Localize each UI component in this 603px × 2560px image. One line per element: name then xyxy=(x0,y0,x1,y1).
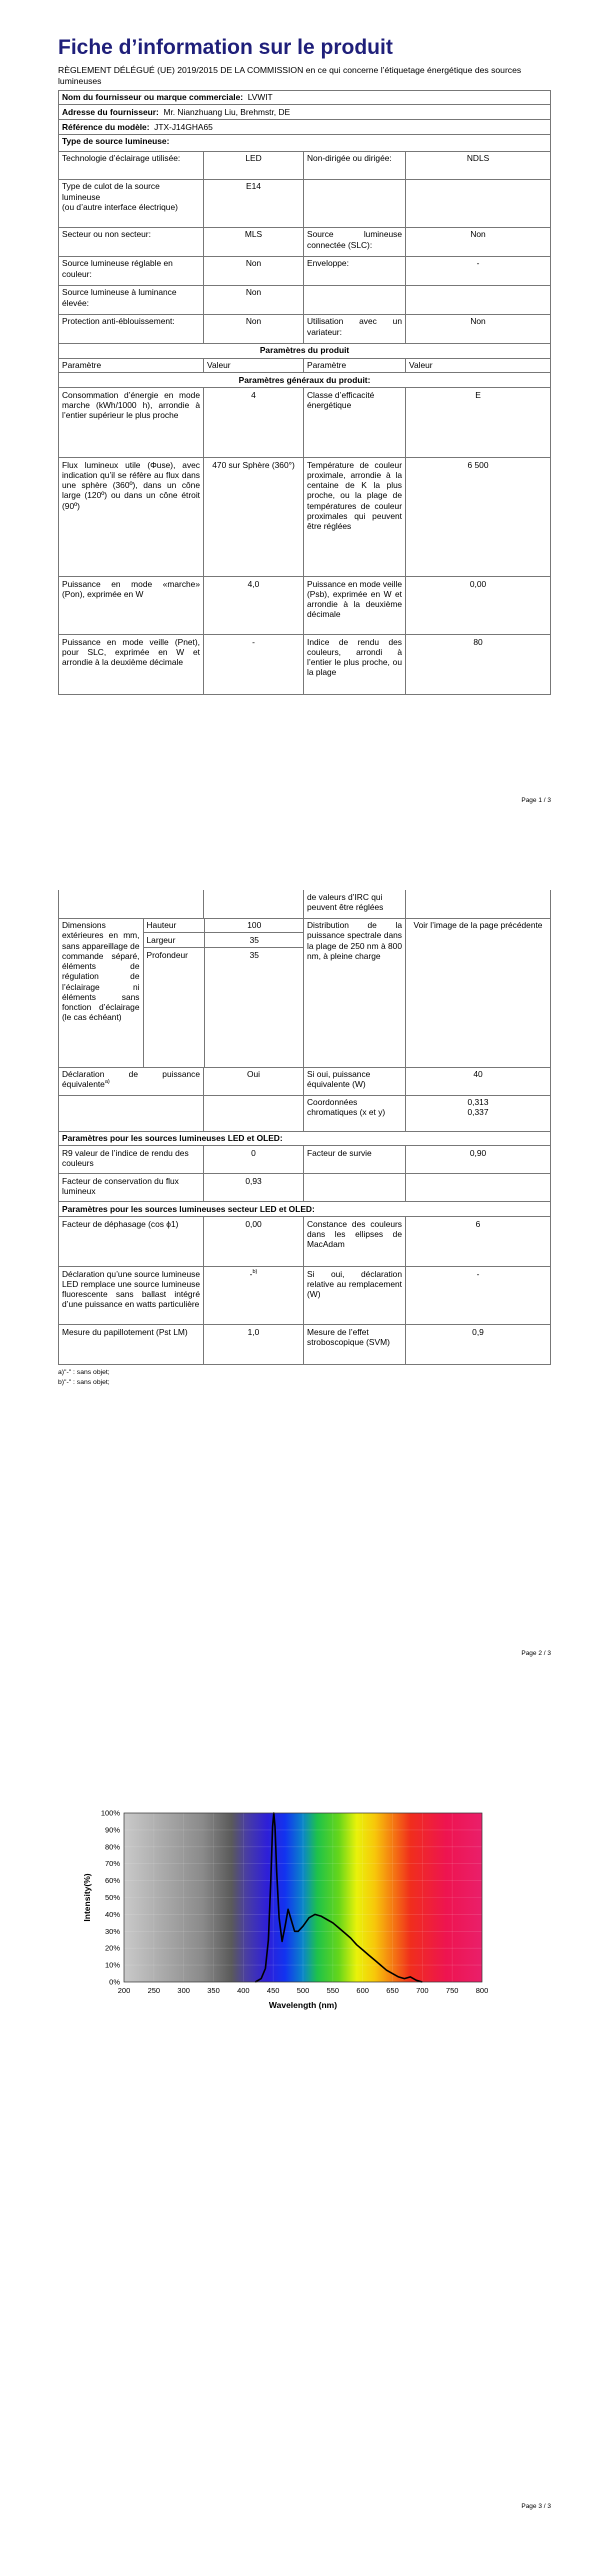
supplier-label: Nom du fournisseur ou marque commerciale: xyxy=(62,92,244,103)
mains-header: Paramètres pour les sources lumineuses secteur LED et OLED: xyxy=(59,1202,551,1217)
x-tick-label: 200 xyxy=(117,1986,131,1995)
page-number: Page 3 / 3 xyxy=(521,2503,551,2510)
mains-label: Déclaration qu’une source lumineuse LED remplace une source lumineuse fluorescente sans ballast intégré d’une puissance en watts particulière xyxy=(59,1267,204,1325)
y-tick-label: 70% xyxy=(104,1859,120,1869)
param-label-2: Température de couleur proximale, arrondie à la centaine de K la plus proche, ou la plage de températures de couleur proximales qui peuvent être réglées xyxy=(304,458,406,577)
param-label-2: Puissance en mode veille (Psb), exprimée en W et arrondie à la deuxième décimale xyxy=(304,577,406,635)
footnote-b-ref: b) xyxy=(252,1268,258,1275)
source-value-2: - xyxy=(406,256,551,285)
model-row xyxy=(59,120,551,135)
column-header-row xyxy=(59,358,551,373)
led-label-2 xyxy=(304,1174,406,1202)
general-row xyxy=(59,388,551,458)
source-value-2 xyxy=(406,285,551,314)
height-label: Hauteur xyxy=(143,919,204,933)
source-label-2 xyxy=(304,285,406,314)
x-tick-label: 700 xyxy=(416,1986,429,1995)
param-label-2: Indice de rendu des couleurs, arrondi à l’entier le plus proche, ou la plage xyxy=(304,635,406,695)
page-number: Page 2 / 3 xyxy=(521,1650,551,1657)
x-tick-label: 550 xyxy=(326,1986,340,1995)
equiv-row xyxy=(59,1067,551,1095)
mains-label: Mesure du papillotement (Pst LM) xyxy=(59,1325,204,1365)
col-header-param: Paramètre xyxy=(59,358,204,373)
param-value: 4,0 xyxy=(204,577,304,635)
mains-label-2: Si oui, déclaration relative au remplacement (W) xyxy=(304,1267,406,1325)
source-value: LED xyxy=(204,151,304,179)
param-value-2: 6 500 xyxy=(406,458,551,577)
address-row xyxy=(59,105,551,120)
footnotes xyxy=(58,1368,550,1388)
source-label: Source lumineuse réglable en couleur: xyxy=(59,256,204,285)
mains-value-2: 6 xyxy=(406,1217,551,1267)
source-label: Secteur ou non secteur: xyxy=(59,227,204,256)
led-value-2: 0,90 xyxy=(406,1146,551,1174)
plot-area xyxy=(82,1809,488,2011)
y-axis-title: Intensity(%) xyxy=(82,1873,92,1922)
page-1 xyxy=(0,0,603,853)
general-header-row xyxy=(59,373,551,388)
led-header: Paramètres pour les sources lumineuses LED et OLED: xyxy=(59,1131,551,1146)
led-value: 0,93 xyxy=(204,1174,304,1202)
spd-value: Voir l’image de la page précédente xyxy=(406,918,551,1067)
x-tick-label: 800 xyxy=(475,1986,489,1995)
param-value-2: 0,00 xyxy=(406,577,551,635)
product-info-table-2 xyxy=(58,890,551,1365)
param-label: Puissance en mode veille (Pnet), pour SLC, exprimée en W et arrondie à la deuxième décimale xyxy=(59,635,204,695)
source-row xyxy=(59,285,551,314)
mains-value: 0,00 xyxy=(204,1217,304,1267)
source-value: E14 xyxy=(204,179,304,227)
equiv-label-2: Si oui, puissance équivalente (W) xyxy=(304,1067,406,1095)
col-header-value-2: Valeur xyxy=(406,358,551,373)
address-label: Adresse du fournisseur: xyxy=(62,106,159,117)
source-value: Non xyxy=(204,285,304,314)
source-type-header-row xyxy=(59,134,551,151)
col-header-value: Valeur xyxy=(204,358,304,373)
source-label: Technologie d’éclairage utilisée: xyxy=(59,151,204,179)
regulation-subtitle: RÈGLEMENT DÉLÉGUÉ (UE) 2019/2015 DE LA COMMISSION en ce qui concerne l’étiquetage énergétique des sources lumineuses xyxy=(58,65,522,86)
y-tick-label: 0% xyxy=(109,1977,120,1987)
spd-label: Distribution de la puissance spectrale dans la plage de 250 nm à 800 nm, à pleine charge xyxy=(304,918,406,1067)
y-tick-label: 50% xyxy=(104,1893,120,1902)
mains-value: 1,0 xyxy=(204,1325,304,1365)
mains-label-2: Mesure de l’effet stroboscopique (SVM) xyxy=(304,1325,406,1365)
mains-value-2: - xyxy=(406,1267,551,1325)
source-label-2: Utilisation avec un variateur: xyxy=(304,314,406,343)
document-title: Fiche d’information sur le produit xyxy=(58,36,393,59)
model-value: JTX-J14GHA65 xyxy=(154,121,213,132)
source-label-2 xyxy=(304,179,406,227)
param-label-2: Classe d’efficacité énergétique xyxy=(304,388,406,458)
address-value: Mr. Nianzhuang Liu, Brehmstr, DE xyxy=(163,106,291,117)
general-header: Paramètres généraux du produit: xyxy=(59,373,551,388)
equiv-label: Déclaration de puissance équivalente xyxy=(62,1069,200,1090)
page-3 xyxy=(0,1706,603,2559)
params-header-row xyxy=(59,343,551,358)
col-header-param-2: Paramètre xyxy=(304,358,406,373)
param-value-2: 80 xyxy=(406,635,551,695)
x-tick-label: 450 xyxy=(266,1986,280,1995)
x-tick-label: 350 xyxy=(207,1986,220,1995)
x-tick-label: 750 xyxy=(445,1986,459,1995)
param-value: 470 sur Sphère (360°) xyxy=(204,458,304,577)
y-tick-label: 80% xyxy=(104,1842,120,1852)
source-row xyxy=(59,179,551,227)
param-label: Puissance en mode «marche» (Pon), exprimée en W xyxy=(59,577,204,635)
mains-row xyxy=(59,1217,551,1267)
x-tick-label: 500 xyxy=(296,1986,310,1995)
page-1-content xyxy=(58,36,550,695)
source-label: Type de culot de la source lumineuse (ou d’autre interface électrique) xyxy=(59,179,204,227)
source-value-2: NDLS xyxy=(406,151,551,179)
x-tick-label: 650 xyxy=(386,1986,399,1995)
y-tick-label: 20% xyxy=(104,1943,120,1953)
page-2-content xyxy=(58,890,550,1388)
depth-label: Profondeur xyxy=(143,948,204,1067)
source-row xyxy=(59,256,551,285)
param-label: Consommation d’énergie en mode marche (kWh/1000 h), arrondie à l’entier supérieur le plus proche xyxy=(59,388,204,458)
page-number: Page 1 / 3 xyxy=(521,797,551,804)
height-value: 100 xyxy=(204,919,304,933)
param-value-2: E xyxy=(406,388,551,458)
mains-row xyxy=(59,1325,551,1365)
spectrum-chart-svg xyxy=(40,1791,560,2031)
page-2 xyxy=(0,853,603,1706)
y-tick-label: 100% xyxy=(100,1808,120,1818)
dimensions-label: Dimensions extérieures en mm, sans appareillage de commande séparé, éléments de régulation de l’éclairage ni éléments sans fonction d’éclairage (le cas échéant) xyxy=(59,919,143,1067)
source-value-2 xyxy=(406,179,551,227)
source-type-header: Type de source lumineuse: xyxy=(59,134,551,151)
supplier-row xyxy=(59,90,551,105)
x-tick-label: 600 xyxy=(356,1986,369,1995)
footnote-a-ref: a) xyxy=(104,1079,110,1086)
led-label: Facteur de conservation du flux lumineux xyxy=(59,1174,204,1202)
chroma-label: Coordonnées chromatiques (x et y) xyxy=(304,1095,406,1131)
source-label-2: Enveloppe: xyxy=(304,256,406,285)
product-info-table-1 xyxy=(58,90,551,696)
y-tick-label: 10% xyxy=(104,1960,120,1970)
y-tick-label: 40% xyxy=(104,1909,120,1919)
irc-continued: de valeurs d’IRC qui peuvent être réglées xyxy=(304,890,406,918)
mains-value-2: 0,9 xyxy=(406,1325,551,1365)
source-value: Non xyxy=(204,256,304,285)
param-value: - xyxy=(204,635,304,695)
y-tick-label: 30% xyxy=(104,1926,120,1936)
led-row xyxy=(59,1146,551,1174)
width-value: 35 xyxy=(204,933,304,948)
source-label-2: Source lumineuse connectée (SLC): xyxy=(304,227,406,256)
mains-label: Facteur de déphasage (cos ϕ1) xyxy=(59,1217,204,1267)
led-header-row xyxy=(59,1131,551,1146)
mains-row xyxy=(59,1267,551,1325)
supplier-value: LVWIT xyxy=(247,92,273,103)
param-value: 4 xyxy=(204,388,304,458)
led-value: 0 xyxy=(204,1146,304,1174)
source-value: Non xyxy=(204,314,304,343)
general-row xyxy=(59,458,551,577)
source-value: MLS xyxy=(204,227,304,256)
spectrum-chart xyxy=(40,1791,560,2033)
y-tick-label: 90% xyxy=(104,1825,120,1835)
y-tick-label: 60% xyxy=(104,1876,120,1886)
source-value-2: Non xyxy=(406,227,551,256)
chroma-row xyxy=(59,1095,551,1131)
x-tick-label: 300 xyxy=(177,1986,190,1995)
param-label: Flux lumineux utile (Φuse), avec indication qu’il se réfère au flux dans une sphère (360º), dans un cône large (120º) ou dans un cône étroit (90º) xyxy=(59,458,204,577)
source-label: Protection anti-éblouissement: xyxy=(59,314,204,343)
chroma-x: 0,313 xyxy=(467,1097,489,1107)
source-row xyxy=(59,151,551,179)
x-tick-label: 400 xyxy=(237,1986,250,1995)
width-label: Largeur xyxy=(143,933,204,948)
equiv-value-2: 40 xyxy=(406,1067,551,1095)
model-label: Référence du modèle: xyxy=(62,121,150,132)
general-row xyxy=(59,577,551,635)
led-row xyxy=(59,1174,551,1202)
x-axis-title: Wavelength (nm) xyxy=(268,2000,338,2010)
dimensions-row xyxy=(59,918,551,1067)
equiv-value: Oui xyxy=(204,1067,304,1095)
irc-continued-row xyxy=(59,890,551,918)
footnote-a: a)"-" : sans objet; xyxy=(58,1369,110,1376)
general-row xyxy=(59,635,551,695)
source-label-2: Non-dirigée ou dirigée: xyxy=(304,151,406,179)
footnote-b: b)"-" : sans objet; xyxy=(58,1379,110,1387)
led-value-2 xyxy=(406,1174,551,1202)
dimensions-subtable xyxy=(59,919,304,1067)
source-row xyxy=(59,227,551,256)
mains-header-row xyxy=(59,1202,551,1217)
source-value-2: Non xyxy=(406,314,551,343)
depth-value: 35 xyxy=(204,948,304,1067)
led-label: R9 valeur de l’indice de rendu des couleurs xyxy=(59,1146,204,1174)
params-header: Paramètres du produit xyxy=(59,343,551,358)
mains-label-2: Constance des couleurs dans les ellipses de MacAdam xyxy=(304,1217,406,1267)
led-label-2: Facteur de survie xyxy=(304,1146,406,1174)
x-tick-label: 250 xyxy=(147,1986,161,1995)
source-row xyxy=(59,314,551,343)
source-label: Source lumineuse à luminance élevée: xyxy=(59,285,204,314)
mains-value: - xyxy=(249,1268,253,1279)
chroma-y: 0,337 xyxy=(467,1107,489,1118)
